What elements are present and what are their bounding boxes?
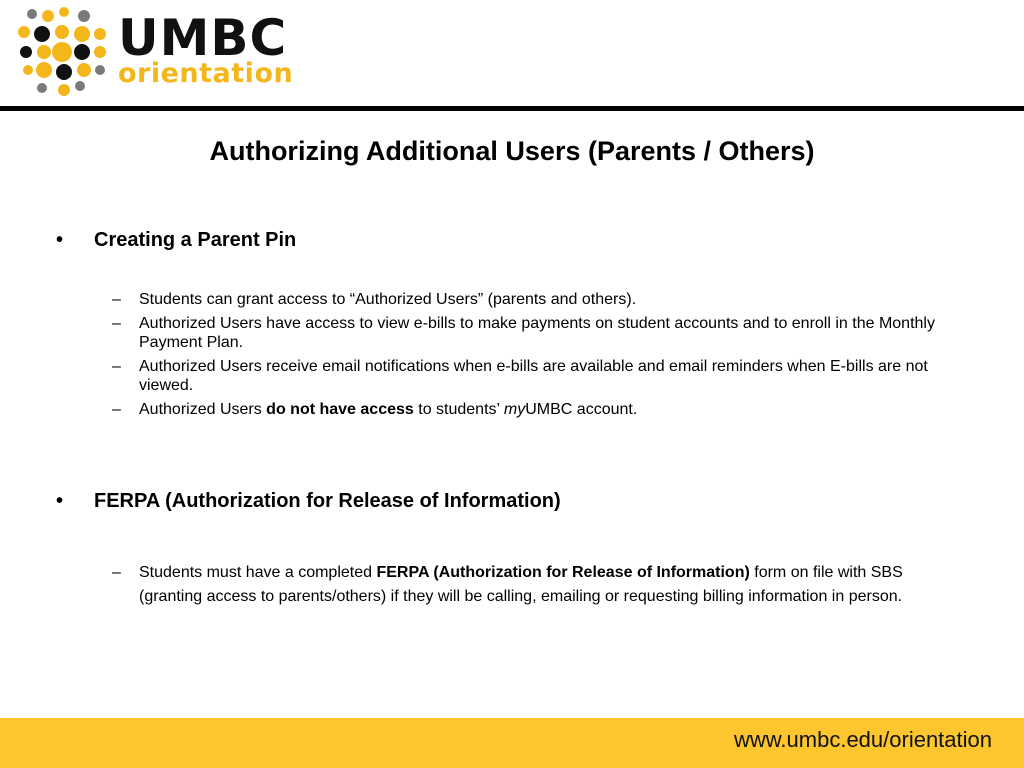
italic-text: my — [503, 401, 526, 418]
bullet-dot-icon: • — [56, 229, 64, 251]
dash-icon: – — [112, 291, 121, 308]
section-heading-ferpa — [56, 490, 561, 513]
section-heading-parent-pin — [56, 229, 296, 252]
dash-icon: – — [112, 564, 121, 581]
list-item-text — [139, 561, 962, 609]
list-item — [112, 561, 962, 609]
dash-icon: – — [112, 401, 121, 418]
text-run: to students’ — [413, 401, 504, 418]
dash-icon: – — [112, 315, 121, 332]
list-item — [112, 290, 962, 309]
list-item-text: Authorized Users have access to view e-bills to make payments on student accounts and to enroll in the Monthly Payment Plan. — [139, 315, 935, 351]
list-item-text — [139, 400, 962, 419]
footer-url-link[interactable]: www.umbc.edu/orientation — [733, 727, 992, 752]
list-item — [112, 400, 962, 419]
text-run: Authorized Users — [139, 401, 267, 418]
slide-title: Authorizing Additional Users (Parents / Others) — [209, 136, 815, 166]
section-heading-text: Creating a Parent Pin — [94, 229, 297, 251]
footer-bar — [0, 718, 1024, 768]
logo-orientation-text: orientation — [118, 58, 294, 89]
list-item-text: Authorized Users receive email notifications when e-bills are available and email reminders when E-bills are not viewed. — [139, 358, 928, 394]
slide-header — [0, 0, 1024, 112]
emphasis-text: do not have access — [266, 401, 414, 418]
header-divider — [0, 106, 1024, 111]
section-heading-text: FERPA (Authorization for Release of Information) — [94, 490, 561, 512]
logo-umbc-text: UMBC — [118, 9, 288, 67]
emphasis-text: FERPA (Authorization for Release of Information) — [376, 564, 750, 581]
dash-icon: – — [112, 358, 121, 375]
list-item — [112, 357, 962, 395]
text-run: UMBC account. — [525, 401, 638, 418]
bullet-dot-icon: • — [56, 490, 64, 512]
list-item — [112, 314, 962, 352]
list-item-text: Students can grant access to “Authorized Users” (parents and others). — [139, 291, 637, 308]
umbc-dots-logo-icon — [14, 4, 110, 100]
text-run: form on file with SBS (granting access to parents/others) if they will be calling, emailing or requesting billing information in person. — [139, 564, 903, 605]
text-run: Students must have a completed — [139, 564, 377, 581]
